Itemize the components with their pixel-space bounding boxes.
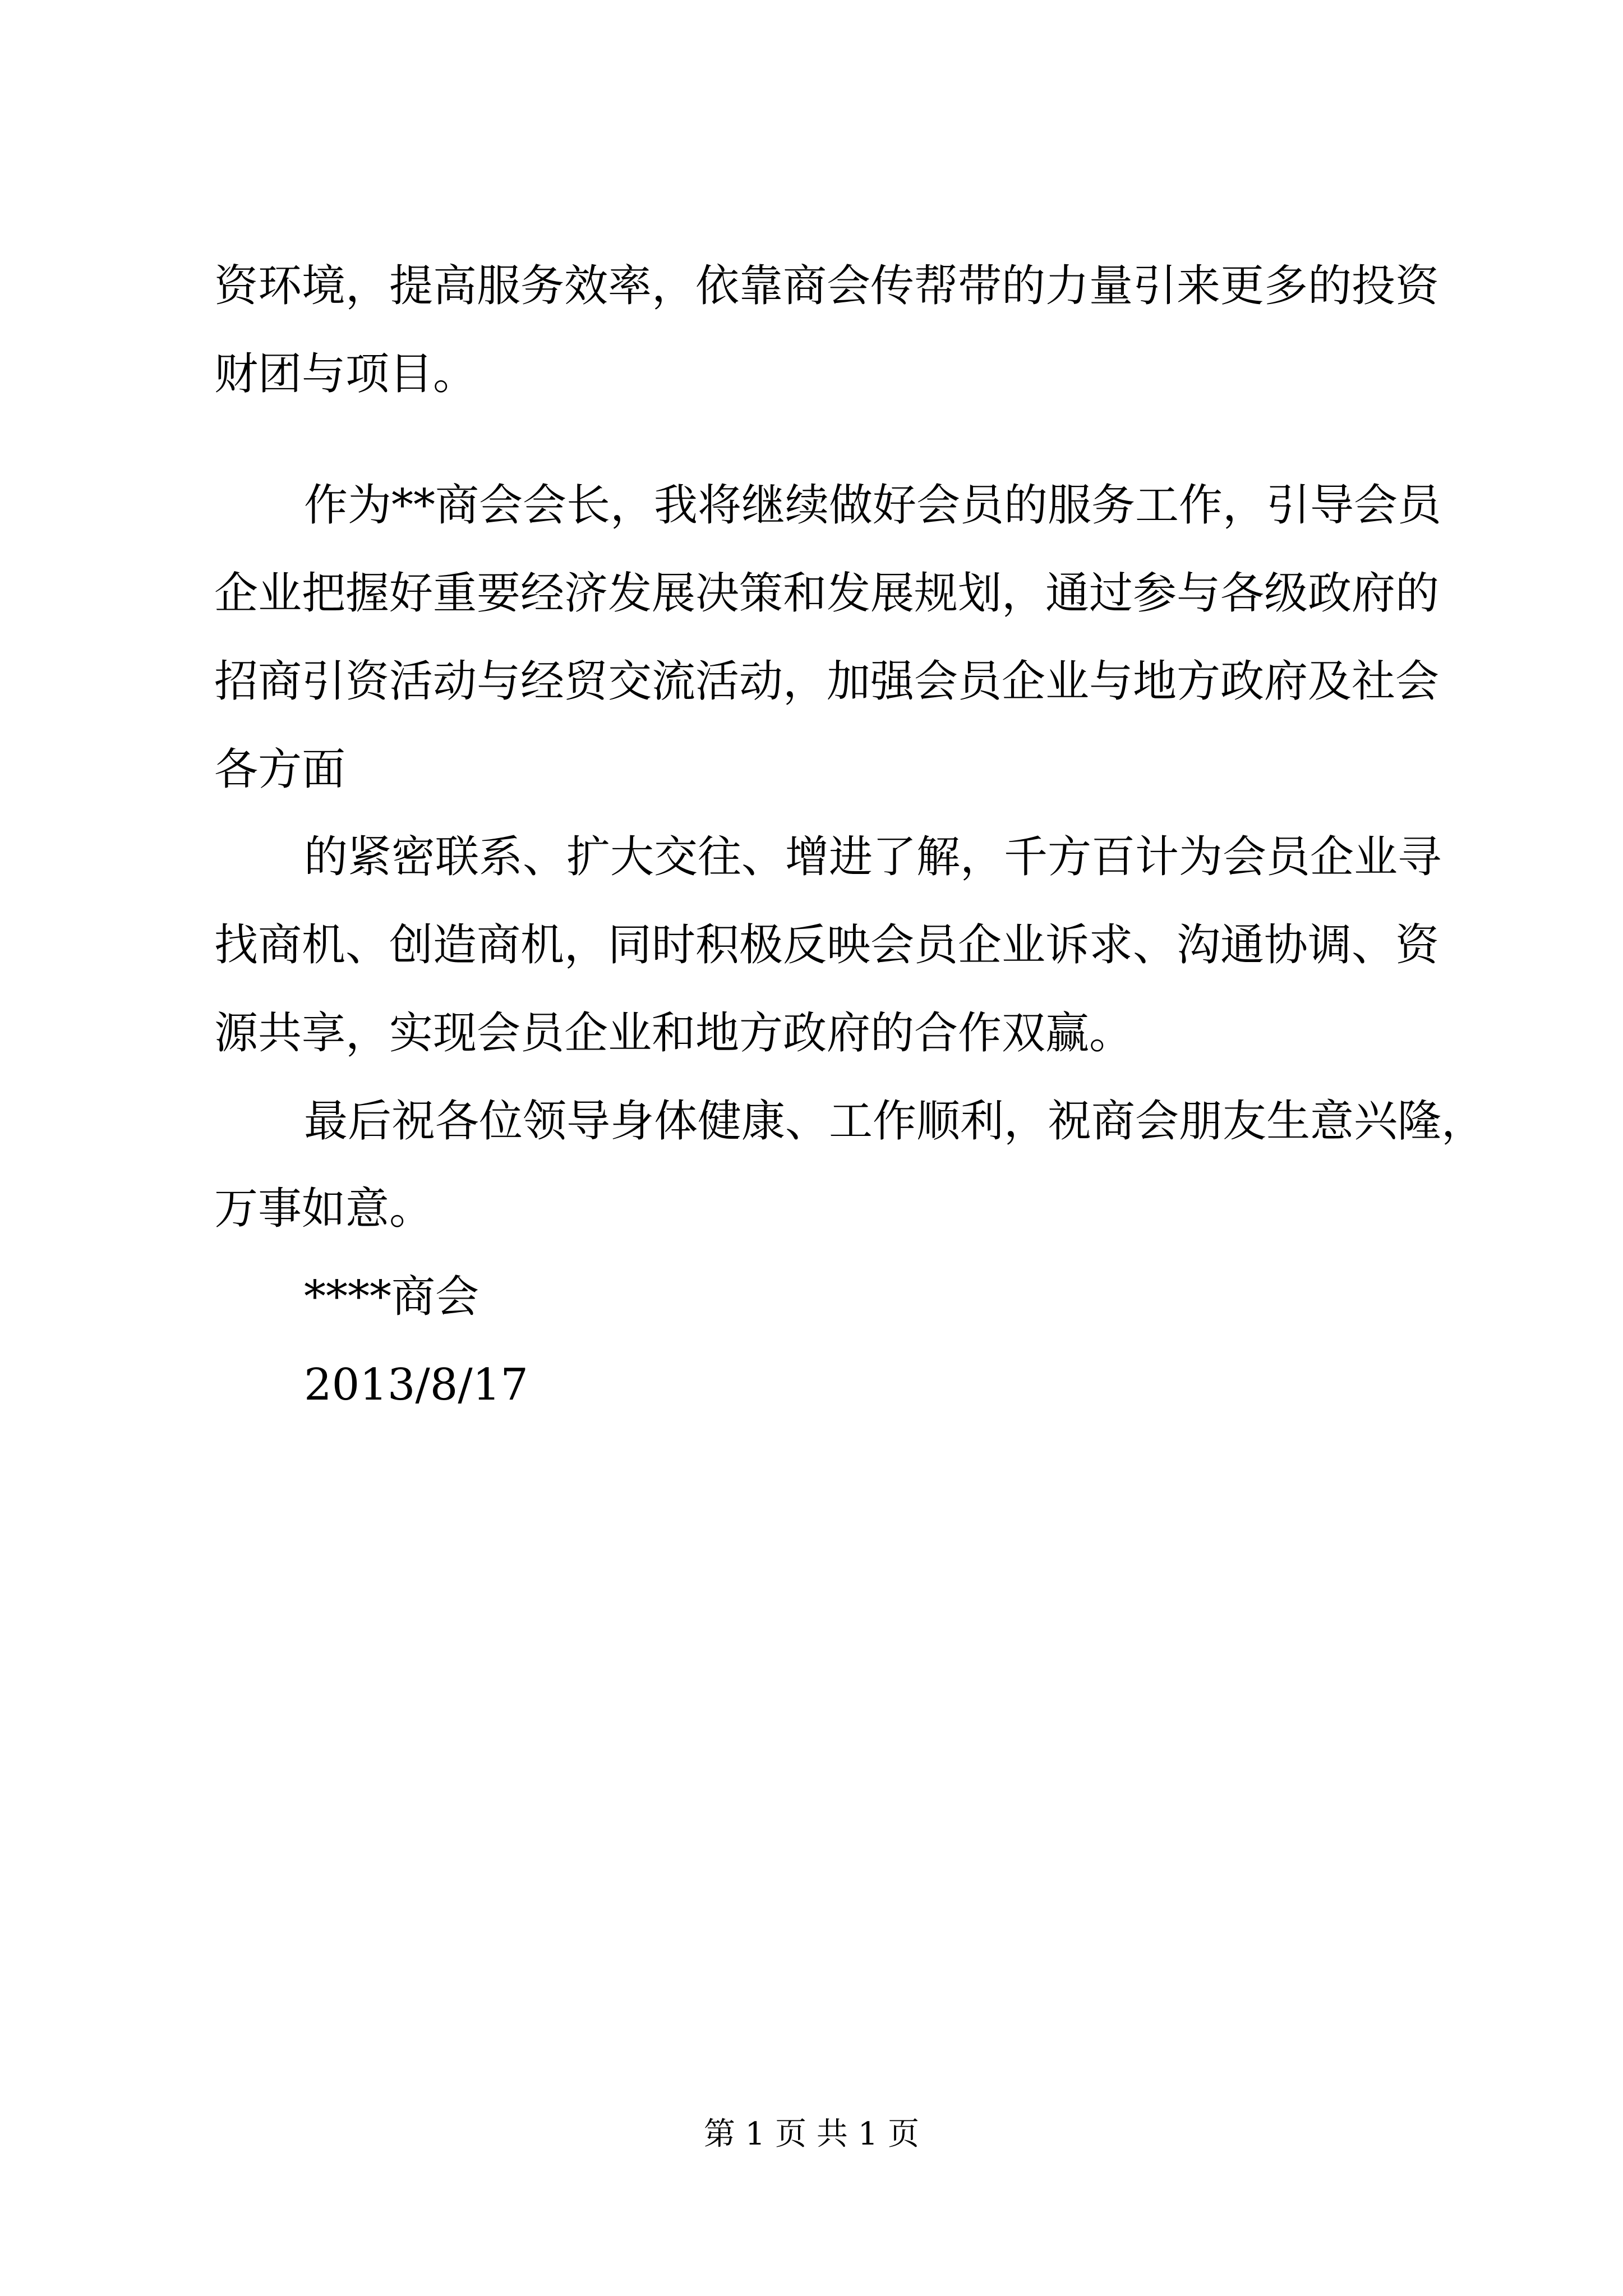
paragraph-line: 资环境，提高服务效率，依靠商会传帮带的力量引来更多的投资 <box>214 261 1440 311</box>
paragraph-line: 最后祝各位领导身体健康、工作顺利，祝商会朋友生意兴隆， <box>304 1096 1486 1147</box>
page-number-footer: 第 1 页 共 1 页 <box>703 2116 920 2152</box>
paragraph-line: 招商引资活动与经贸交流活动，加强会员企业与地方政府及社会 <box>214 656 1440 707</box>
paragraph-line: 的紧密联系、扩大交往、增进了解，千方百计为会员企业寻 <box>304 832 1442 882</box>
paragraph-line: 万事如意。 <box>214 1184 434 1234</box>
signature-organization: ****商会 <box>304 1272 479 1322</box>
paragraph-line: 各方面 <box>214 744 346 795</box>
paragraph-line: 找商机、创造商机，同时积极反映会员企业诉求、沟通协调、资 <box>214 920 1440 970</box>
signature-date: 2013/8/17 <box>304 1360 528 1410</box>
paragraph-line: 源共享，实现会员企业和地方政府的合作双赢。 <box>214 1008 1133 1059</box>
paragraph-line: 企业把握好重要经济发展决策和发展规划，通过参与各级政府的 <box>214 568 1440 619</box>
paragraph-line: 财团与项目。 <box>214 349 477 399</box>
paragraph-line: 作为**商会会长，我将继续做好会员的服务工作，引导会员 <box>304 480 1442 531</box>
